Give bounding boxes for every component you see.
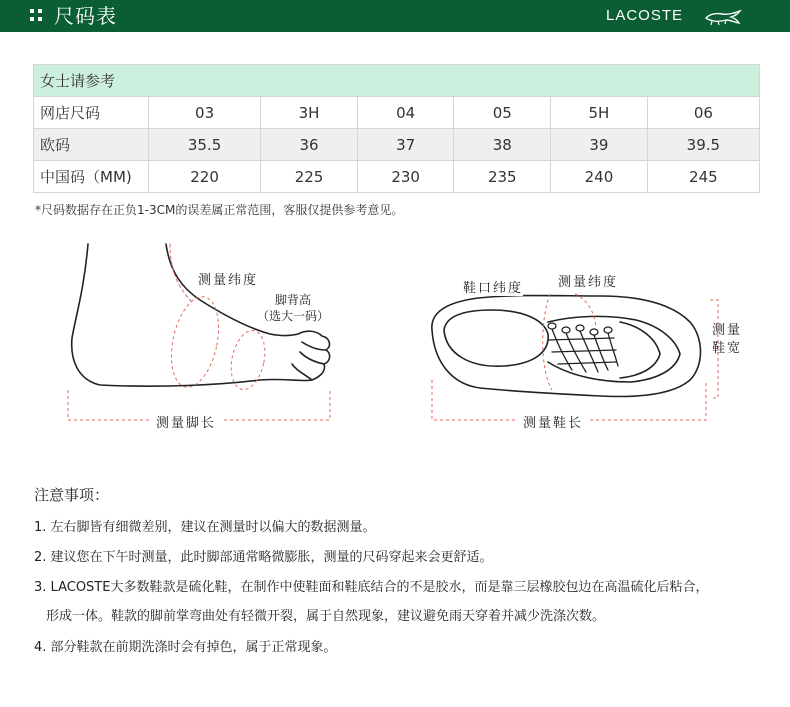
foot-length-label: 测量脚长 — [150, 412, 222, 431]
brand-name: LACOSTE — [606, 7, 684, 24]
table-cell: 245 — [647, 161, 759, 193]
notes-title: 注意事项： — [34, 486, 110, 504]
list-item: 2. 建议您在下午时测量，此时脚部通常略微膨胀，测量的尺码穿起来会更舒适。 — [34, 550, 493, 565]
row-label: 中国码（MM) — [34, 161, 149, 193]
table-cell: 3H — [261, 97, 358, 129]
list-item: 1. 左右脚皆有细微差别，建议在测量时以偏大的数据测量。 — [34, 520, 376, 535]
list-item: 形成一体。鞋款的脚前掌弯曲处有轻微开裂，属于自然现象，建议避免雨天穿着并减少洗涤次数。 — [46, 609, 606, 624]
table-cell: 05 — [454, 97, 551, 129]
shoe-girth-label: 测量纬度 — [558, 271, 618, 290]
shoe-collar-label: 鞋口纬度 — [463, 277, 523, 296]
table-cell: 39 — [551, 129, 648, 161]
shoe-width-line2: 鞋宽 — [711, 341, 742, 356]
table-cell: 39.5 — [647, 129, 759, 161]
shoe-width-line1: 测量 — [711, 323, 742, 338]
table-cell: 38 — [454, 129, 551, 161]
table-cell: 36 — [261, 129, 358, 161]
size-table — [33, 64, 760, 193]
table-row — [34, 129, 760, 161]
table-cell: 37 — [357, 129, 454, 161]
instep-label-line2: （选大一码） — [256, 309, 329, 323]
tolerance-note: *尺码数据存在正负1-3CM的误差属正常范围，客服仅提供参考意见。 — [35, 203, 404, 217]
table-cell: 220 — [149, 161, 261, 193]
table-cell: 03 — [149, 97, 261, 129]
table-row — [34, 97, 760, 129]
shoe-guides — [432, 294, 718, 420]
shoe-illustration — [432, 296, 701, 397]
table-cell: 35.5 — [149, 129, 261, 161]
instep-label — [248, 292, 338, 324]
table-cell: 06 — [647, 97, 759, 129]
table-cell: 235 — [454, 161, 551, 193]
measurement-diagram — [0, 230, 790, 440]
table-heading: 女士请参考 — [34, 65, 760, 97]
table-cell: 5H — [551, 97, 648, 129]
row-label: 欧码 — [34, 129, 149, 161]
instep-label-line1: 脚背高 — [274, 293, 311, 307]
table-cell: 230 — [357, 161, 454, 193]
table-cell: 240 — [551, 161, 648, 193]
crocodile-logo-icon — [704, 8, 742, 26]
header-bar — [0, 0, 790, 32]
table-cell: 04 — [357, 97, 454, 129]
table-cell: 225 — [261, 161, 358, 193]
shoe-width-label — [706, 322, 748, 358]
page-title: 尺码表 — [54, 4, 117, 28]
list-item: 4. 部分鞋款在前期洗涤时会有掉色，属于正常现象。 — [34, 640, 337, 655]
table-row — [34, 161, 760, 193]
shoe-length-label: 测量鞋长 — [517, 412, 589, 431]
row-label: 网店尺码 — [34, 97, 149, 129]
grid-dots-icon — [30, 9, 44, 23]
list-item: 3. LACOSTE大多数鞋款是硫化鞋，在制作中使鞋面和鞋底结合的不是胶水，而是靠三层橡胶包边在高温硫化后粘合， — [34, 580, 709, 595]
foot-girth-label: 测量纬度 — [198, 269, 258, 288]
